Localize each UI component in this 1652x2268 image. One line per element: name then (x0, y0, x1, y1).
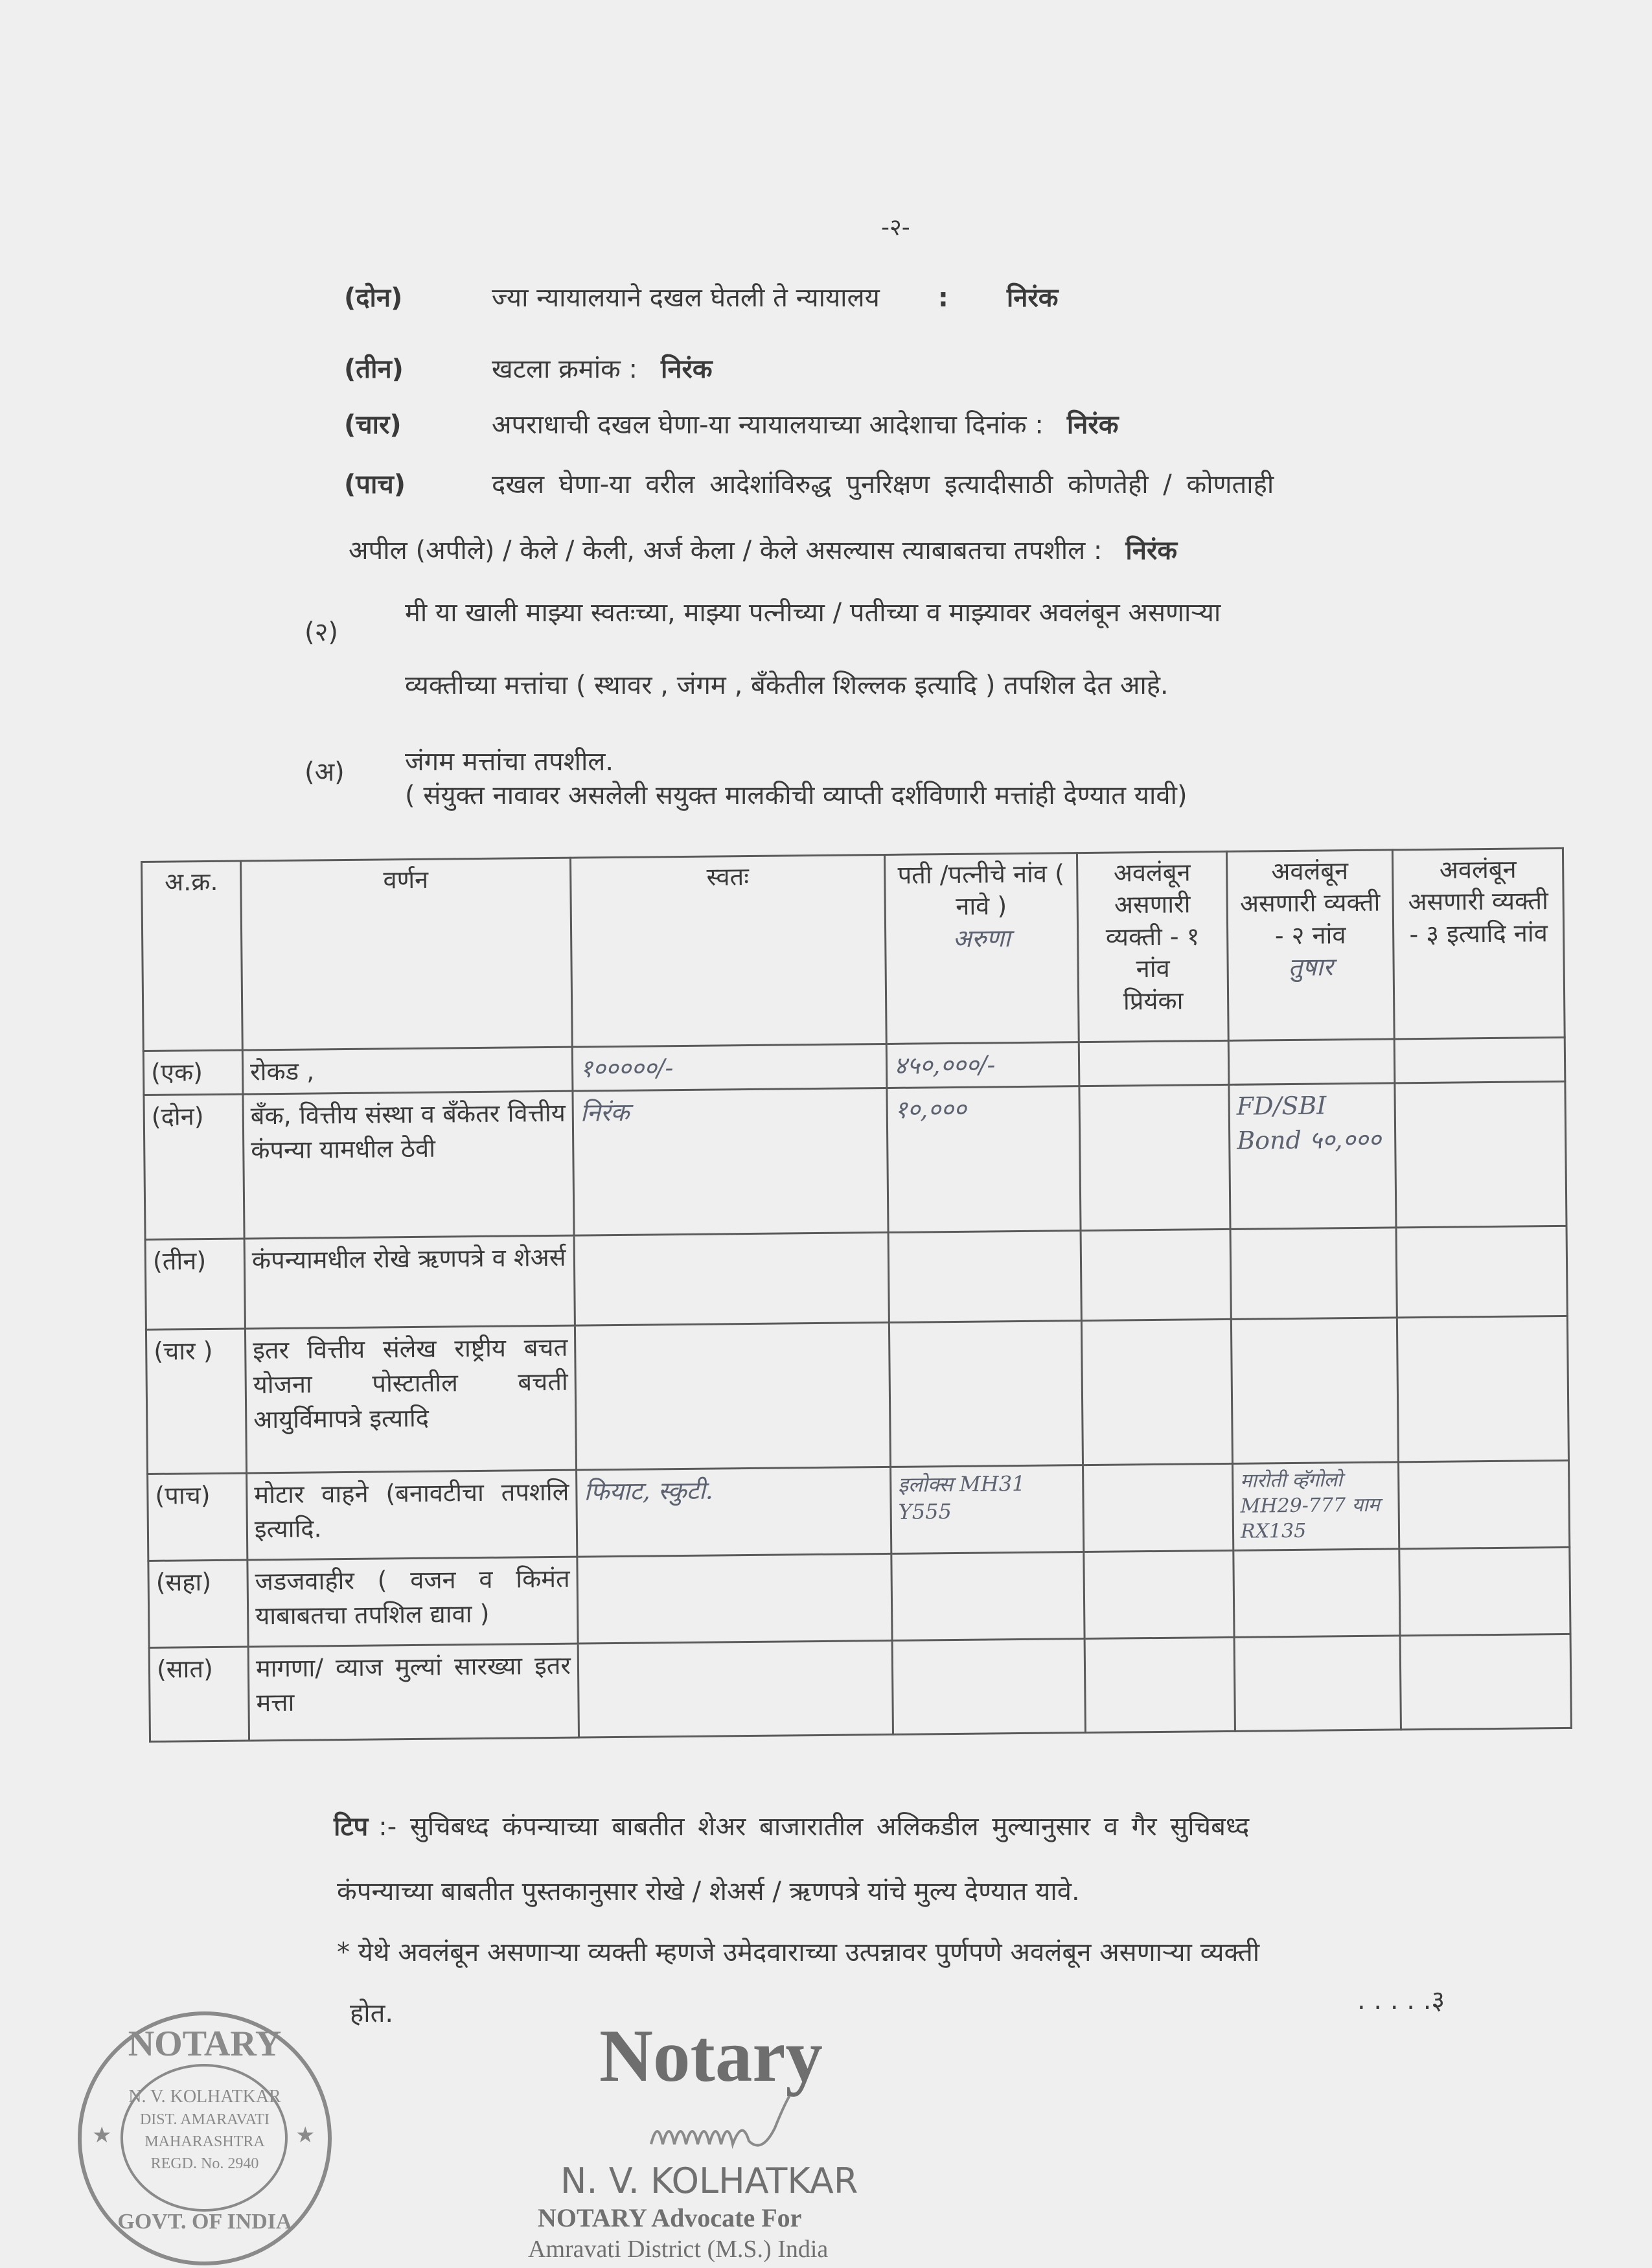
row-spouse-value (891, 1552, 1084, 1641)
row-dep2-value (1231, 1318, 1398, 1463)
item-text: खटला क्रमांक : (492, 354, 637, 384)
row-number: (तीन) (145, 1239, 245, 1329)
row-dep2-value: मारोती व्हॅगोलो MH29-777 याम RX135 (1233, 1462, 1399, 1550)
header-text: अ.क्र. (164, 867, 218, 897)
note-text: कंपन्याच्या बाबतीत पुस्तकानुसार रोखे / शेअर्स / ऋणपत्रे यांचे मुल्य देण्यात यावे. (337, 1877, 1080, 1907)
row-dep2-value (1234, 1636, 1401, 1731)
row-dep1-value (1081, 1320, 1232, 1465)
continued-marker: . . . . .३ (1357, 1986, 1445, 2015)
note-text: होत. (350, 1999, 394, 2028)
row-dep2-value: FD/SBI Bond ५०,००० (1229, 1083, 1396, 1229)
row-description: जडजवाहीर ( वजन व किमंत याबाबतचा तपशिल द्यावा ) (247, 1557, 578, 1647)
row-dep2-value (1233, 1549, 1400, 1637)
note-text: :- सुचिबध्द कंपन्याच्या बाबतीत शेअर बाजारातील अलिकडील मुल्यानुसार व गैर सुचिबध्द (378, 1812, 1250, 1842)
item-value: निरंक (1066, 410, 1119, 440)
item-label: (पाच) (344, 470, 406, 499)
note-text: * येथे अवलंबून असणाऱ्या व्यक्ती म्हणजे उमेदवाराच्या उत्पन्नावर पुर्णपणे अवलंबून असणाऱ्या व्यक्ती (337, 1938, 1260, 1967)
item-value: निरंक (1006, 283, 1059, 313)
seal-regd: REGD. No. 2940 (150, 2155, 259, 2172)
spouse-name: अरुणा (952, 923, 1011, 953)
item-row (344, 354, 713, 385)
notary-name: N. V. KOLHATKAR (560, 2160, 858, 2201)
table-row (145, 1226, 1567, 1330)
row-self-value (577, 1554, 892, 1644)
header-text: अवलंबून असणारी व्यक्ती - ३ इत्यादि नांव (1408, 854, 1549, 948)
note-label: टिप (334, 1812, 369, 1842)
item-row-continued (349, 535, 1177, 566)
movable-assets-table (141, 847, 1572, 1743)
row-number: (चार ) (146, 1329, 246, 1474)
row-description: बँक, वित्तीय संस्था व बँकेतर वित्तीय कंपन्या यामधील ठेवी (243, 1091, 574, 1239)
notary-title: Notary (599, 2015, 823, 2097)
row-dep3-value (1398, 1461, 1569, 1550)
item-label: (दोन) (344, 283, 403, 313)
row-description: रोकड , (242, 1047, 573, 1094)
row-dep1-value (1083, 1464, 1233, 1552)
row-dep2-value (1228, 1039, 1395, 1085)
item-row (344, 469, 1274, 500)
row-dep1-value (1079, 1040, 1229, 1086)
row-self-value (574, 1233, 889, 1326)
seal-state: MAHARASHTRA (144, 2133, 265, 2150)
header-dependent-2 (1226, 850, 1394, 1040)
header-serial (142, 861, 243, 1051)
section-subheading: ( संयुक्त नावावर असलेली सयुक्त मालकीची व्याप्ती दर्शविणारी मत्तांही देण्यात यावी) (405, 781, 1187, 810)
dependent-1-name: प्रियंका (1123, 986, 1184, 1016)
star-icon: ★ (295, 2122, 315, 2148)
row-spouse-value (889, 1321, 1083, 1467)
section-text: व्यक्तीच्या मत्तांचा ( स्थावर , जंगम , बँकेतील शिल्लक इत्यादि ) तपशिल देत आहे. (405, 670, 1169, 700)
row-self-value (575, 1323, 890, 1471)
table-row (148, 1461, 1570, 1561)
row-spouse-value (888, 1231, 1081, 1323)
notary-seal (78, 2011, 332, 2265)
table-row (144, 1082, 1566, 1240)
star-icon: ★ (92, 2122, 112, 2148)
row-number: (पाच) (148, 1473, 247, 1561)
section-label: (अ) (304, 757, 345, 787)
section-label: (२) (304, 617, 339, 647)
row-dep3-value (1397, 1316, 1568, 1463)
header-description (241, 858, 573, 1050)
section-heading: जंगम मत्तांचा तपशील. (405, 747, 614, 777)
row-description: मागणा/ व्याज मुल्यां सारख्या इतर मत्ता (248, 1644, 579, 1741)
row-dep1-value (1084, 1551, 1234, 1639)
item-text: अपराधाची दखल घेणा-या न्यायालयाच्या आदेशाचा दिनांक : (492, 410, 1044, 440)
row-dep1-value (1084, 1638, 1235, 1733)
row-dep3-value (1394, 1037, 1565, 1083)
row-number: (सहा) (148, 1560, 248, 1647)
header-text: पती /पत्नीचे नांव ( नावे ) (897, 859, 1065, 921)
row-dep3-value (1400, 1634, 1571, 1730)
item-value: निरंक (661, 354, 713, 384)
row-dep1-value (1081, 1230, 1231, 1321)
row-dep1-value (1079, 1085, 1230, 1231)
item-colon: : (937, 283, 948, 313)
row-description: इतर वित्तीय संलेख राष्ट्रीय बचत योजना पोस्टातील बचती आयुर्विमापत्रे इत्यादि (245, 1325, 576, 1473)
row-description: कंपन्यामधील रोखे ऋणपत्रे व शेअर्स (244, 1235, 575, 1329)
row-number: (सात) (149, 1647, 249, 1741)
row-dep3-value (1395, 1082, 1566, 1228)
table-header-row (142, 848, 1565, 1051)
seal-name: N. V. KOLHATKAR (128, 2087, 281, 2107)
table-row (149, 1634, 1571, 1742)
row-number: (दोन) (144, 1094, 244, 1239)
header-dependent-1 (1077, 851, 1228, 1042)
row-spouse-value (892, 1639, 1085, 1735)
seal-top-text: NOTARY (128, 2024, 282, 2064)
item-text: ज्या न्यायालयाने दखल घेतली ते न्यायालय (492, 283, 880, 313)
notary-line-1: NOTARY Advocate For (538, 2203, 802, 2232)
row-description: मोटार वाहने (बनावटीचा तपशलि इत्यादि. (247, 1470, 577, 1560)
seal-bottom-text: GOVT. OF INDIA (117, 2210, 292, 2234)
row-number: (एक) (143, 1050, 243, 1095)
item-label: (तीन) (344, 354, 404, 384)
header-dependent-3 (1392, 848, 1565, 1039)
item-label: (चार) (344, 410, 402, 440)
item-text: दखल घेणा-या वरील आदेशांविरुद्ध पुनरिक्षण इत्यादीसाठी कोणतेही / कोणताही (492, 470, 1274, 499)
item-row (344, 409, 1118, 441)
row-dep3-value (1399, 1548, 1570, 1636)
row-spouse-value: १०,००० (887, 1086, 1081, 1233)
header-self (570, 854, 886, 1047)
header-text: अवलंबून असणारी व्यक्ती - २ नांव (1239, 856, 1381, 950)
row-dep2-value (1230, 1228, 1397, 1319)
header-text: अवलंबून असणारी व्यक्ती - १ नांव (1105, 858, 1200, 983)
item-text-continued: अपील (अपीले) / केले / केली, अर्ज केला / केले असल्यास त्याबाबतचा तपशील : (349, 536, 1103, 566)
table-row (146, 1316, 1568, 1474)
row-spouse-value: ४५०,०००/- (886, 1042, 1079, 1088)
table-row (148, 1548, 1570, 1648)
header-spouse (884, 853, 1079, 1044)
item-row (344, 282, 1059, 314)
notary-line-2: Amravati District (M.S.) India (528, 2236, 829, 2263)
header-text: स्वतः (706, 862, 750, 891)
row-self-value (578, 1641, 893, 1738)
page-number: -२- (881, 214, 910, 241)
row-self-value: फियाट, स्कुटी. (577, 1467, 891, 1557)
note-row (334, 1811, 1249, 1842)
row-dep3-value (1396, 1226, 1567, 1318)
signature-icon (648, 2096, 862, 2157)
section-text: मी या खाली माझ्या स्वतःच्या, माझ्या पत्नीच्या / पतीच्या व माझ्यावर अवलंबून असणाऱ्या (405, 598, 1221, 628)
row-self-value: १०००००/- (572, 1044, 887, 1091)
item-value: निरंक (1125, 536, 1178, 566)
dependent-2-name: तुषार (1288, 952, 1333, 982)
header-text: वर्णन (383, 865, 429, 895)
row-spouse-value: इलोक्स MH31 Y555 (891, 1465, 1084, 1554)
row-self-value: निरंक (573, 1088, 888, 1236)
seal-district: DIST. AMARAVATI (139, 2111, 270, 2128)
